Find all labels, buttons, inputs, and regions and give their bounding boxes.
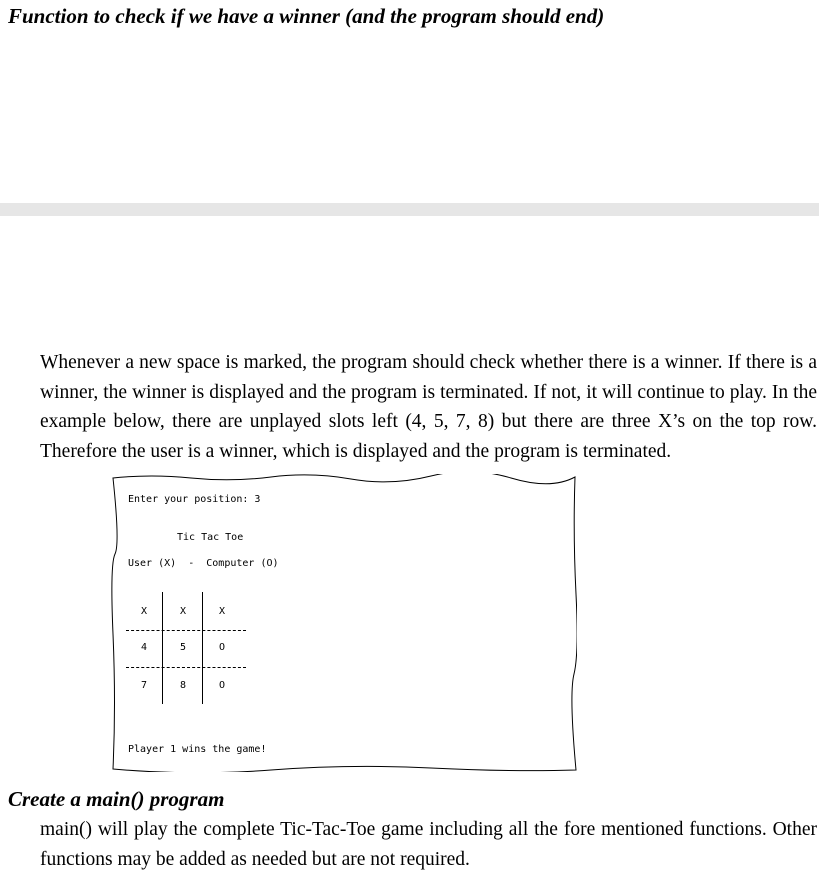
board-cell-2: X bbox=[179, 606, 187, 617]
console-players-line: User (X) - Computer (O) bbox=[128, 558, 279, 569]
board-cell-5: 5 bbox=[179, 642, 187, 653]
board-horizontal-line bbox=[126, 667, 246, 668]
board-vertical-line bbox=[162, 592, 163, 704]
board-vertical-line bbox=[202, 592, 203, 704]
board-cell-9: O bbox=[218, 680, 226, 691]
section-heading-winner-check: Function to check if we have a winner (and the program should end) bbox=[8, 4, 605, 28]
console-result-line: Player 1 wins the game! bbox=[128, 744, 267, 755]
board-cell-8: 8 bbox=[179, 680, 187, 691]
winner-check-description: Whenever a new space is marked, the program should check whether there is a winner. If there is a winner, the winner is displayed and the program is terminated. If not, it will continue to play. In the example below, there are unplayed slots left (4, 5, 7, 8) but there are three X’s on the top row. Therefore the user is a winner, which is displayed and the program is terminated. bbox=[40, 352, 817, 462]
main-program-description: main() will play the complete Tic-Tac-Toe game including all the fore mentioned functions. Other functions may be added as needed but are not required. bbox=[40, 819, 817, 870]
board-cell-1: X bbox=[140, 606, 148, 617]
board-cell-3: X bbox=[218, 606, 226, 617]
board-horizontal-line bbox=[126, 630, 246, 631]
console-output-screenshot bbox=[111, 474, 577, 772]
tic-tac-toe-board bbox=[126, 592, 246, 704]
board-cell-6: O bbox=[218, 642, 226, 653]
section-divider bbox=[0, 203, 819, 216]
board-cell-4: 4 bbox=[140, 642, 148, 653]
console-game-title: Tic Tac Toe bbox=[177, 532, 244, 543]
board-cell-7: 7 bbox=[140, 680, 148, 691]
console-prompt-line: Enter your position: 3 bbox=[128, 494, 261, 505]
section-heading-main-program: Create a main() program bbox=[8, 787, 225, 811]
